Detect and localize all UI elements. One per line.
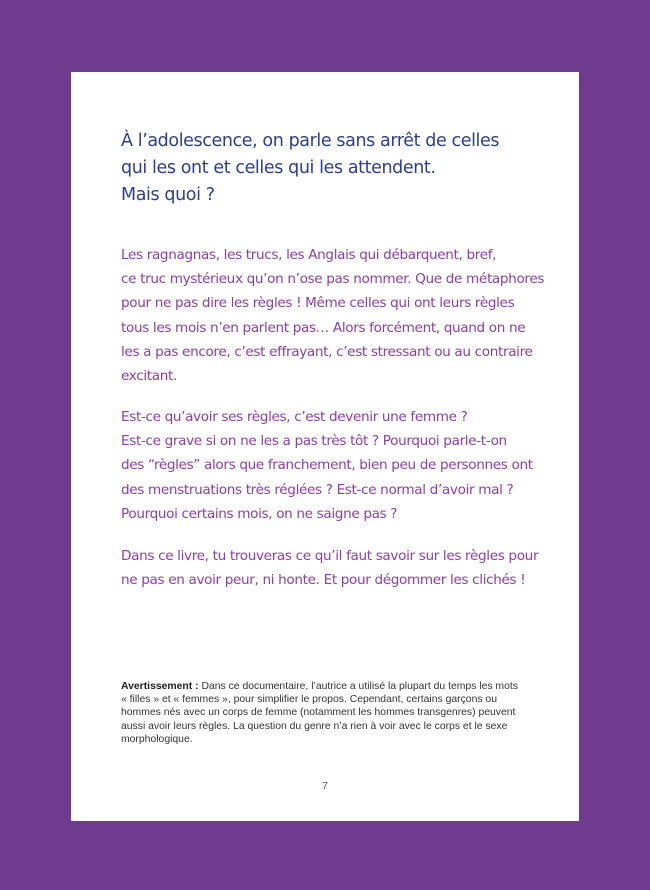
- paragraph-line: des “règles” alors que franchement, bien peu de personnes ont: [121, 457, 533, 474]
- paragraph-metaphors: [121, 243, 561, 388]
- paragraph-line: pour ne pas dire les règles ! Même celles qui ont leurs règles: [121, 295, 515, 312]
- intro-line: Mais quoi ?: [121, 185, 215, 205]
- paragraph-line: les a pas encore, c’est effrayant, c’est stressant ou au contraire: [121, 343, 533, 360]
- warning-note: [121, 680, 541, 746]
- paragraph-line: tous les mois n’en parlent pas… Alors forcément, quand on ne: [121, 319, 526, 336]
- paragraph-line: excitant.: [121, 368, 177, 385]
- paragraph-line: Les ragnagnas, les trucs, les Anglais qui débarquent, bref,: [121, 247, 497, 263]
- intro-line: qui les ont et celles qui les attendent.: [121, 158, 436, 178]
- paragraph-line: Dans ce livre, tu trouveras ce qu’il faut savoir sur les règles pour: [121, 548, 539, 564]
- intro-heading: [121, 128, 561, 209]
- warning-line: hommes nés avec un corps de femme (notamment les hommes transgenres) peuvent: [121, 707, 516, 719]
- paragraph-line: ne pas en avoir peur, ni honte. Et pour dégommer les clichés !: [121, 572, 526, 589]
- warning-label: Avertissement :: [121, 681, 199, 692]
- page-number: 7: [322, 780, 328, 792]
- warning-line: « filles » et « femmes », pour simplifier le propos. Cependant, certains garçons ou: [121, 694, 497, 706]
- book-page: [71, 72, 579, 821]
- warning-text: Dans ce documentaire, l’autrice a utilisé la plupart du temps les mots: [198, 681, 518, 692]
- paragraph-line: Est-ce grave si on ne les a pas très tôt ? Pourquoi parle-t-on: [121, 433, 507, 450]
- paragraph-line: des menstruations très réglées ? Est-ce normal d’avoir mal ?: [121, 481, 514, 498]
- paragraph-line: Pourquoi certains mois, on ne saigne pas ?: [121, 505, 398, 522]
- warning-line: morphologique.: [121, 733, 193, 745]
- warning-line: aussi avoir leurs règles. La question du genre n’a rien à voir avec le corps et le sexe: [121, 720, 508, 732]
- warning-line: [121, 680, 541, 693]
- paragraph-questions: [121, 405, 561, 526]
- paragraph-line: Est-ce qu’avoir ses règles, c’est devenir une femme ?: [121, 409, 468, 425]
- paragraph-line: ce truc mystérieux qu’on n’ose pas nommer. Que de métaphores: [121, 271, 545, 288]
- intro-line: À l’adolescence, on parle sans arrêt de celles: [121, 131, 500, 151]
- paragraph-book-purpose: [121, 544, 561, 592]
